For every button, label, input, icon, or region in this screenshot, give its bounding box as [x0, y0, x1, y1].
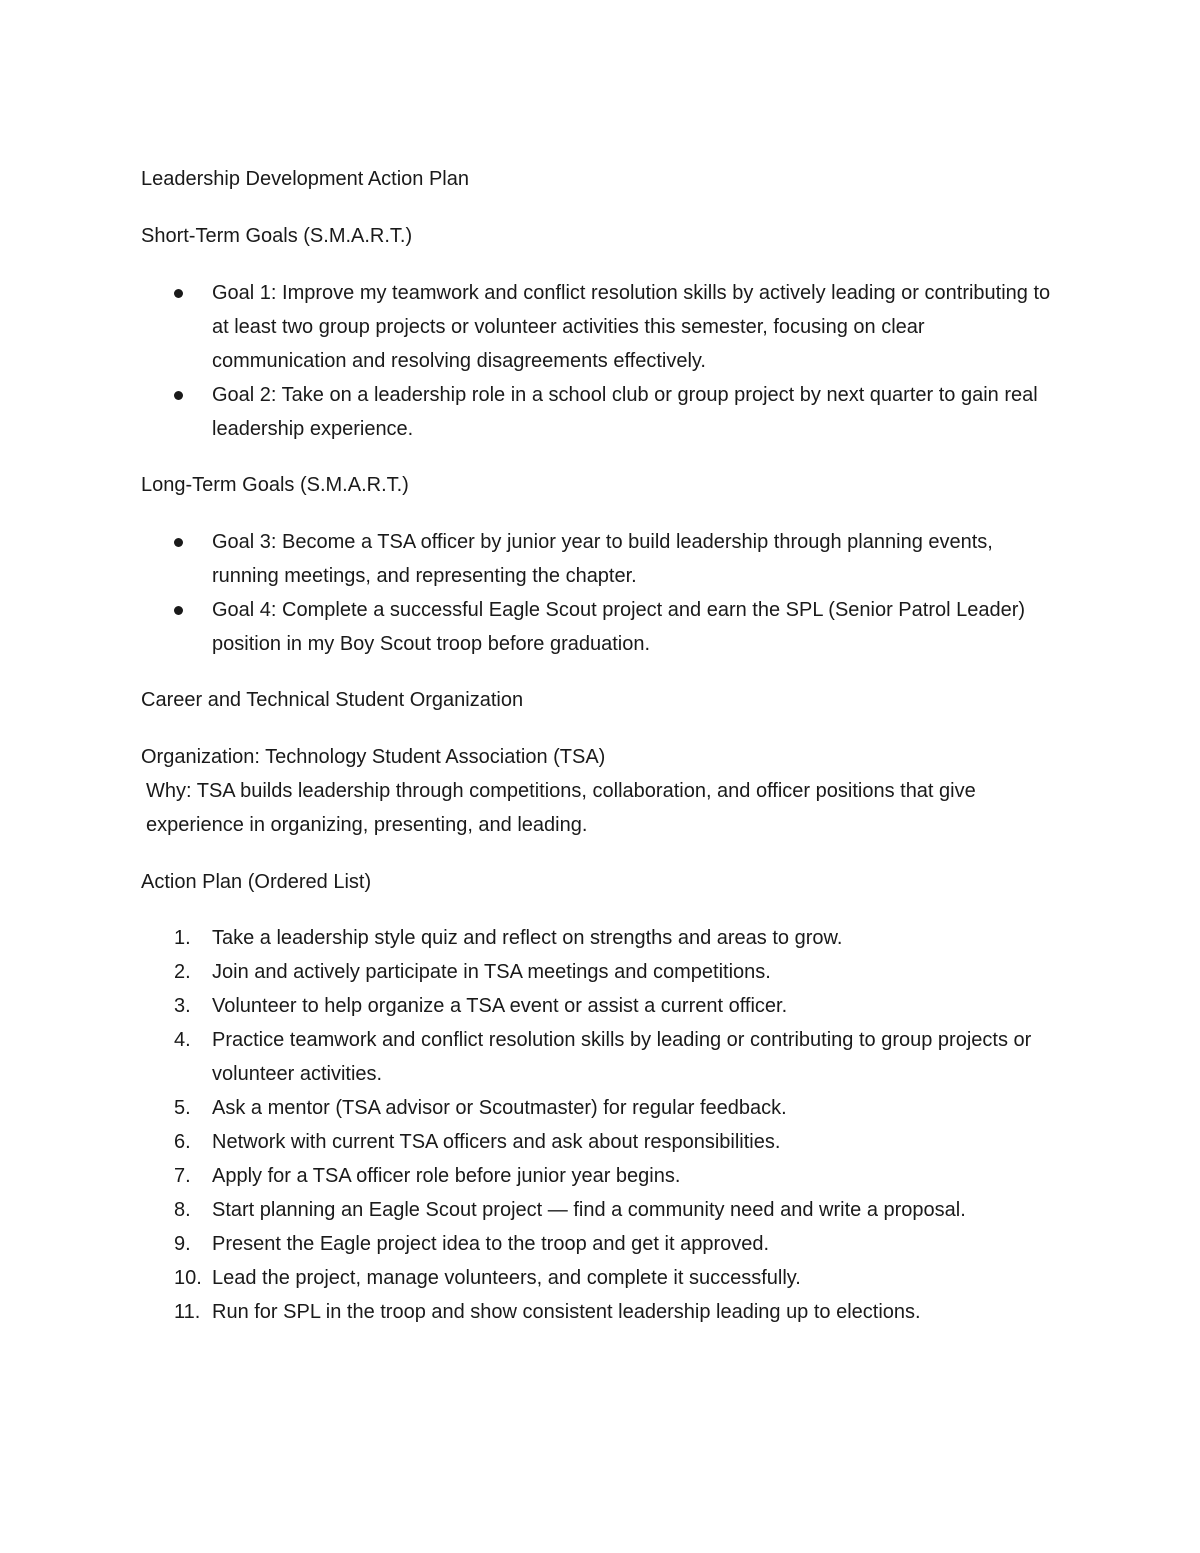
list-item	[141, 1295, 1061, 1329]
list-item	[141, 1159, 1061, 1193]
why-paragraph: Why: TSA builds leadership through competitions, collaboration, and officer positions that give experience in organizing, presenting, and leading.	[146, 780, 976, 836]
step-number: 4.	[174, 1029, 191, 1051]
list-item	[141, 1193, 1061, 1227]
step-number: 6.	[174, 1131, 191, 1153]
list-item	[141, 276, 1061, 378]
goal-text: Goal 2: Take on a leadership role in a school club or group project by next quarter to gain real leadership experience.	[212, 384, 1038, 440]
list-item	[141, 1227, 1061, 1261]
short-term-goals-heading: Short-Term Goals (S.M.A.R.T.)	[141, 225, 413, 247]
step-text: Start planning an Eagle Scout project — find a community need and write a proposal.	[212, 1199, 966, 1221]
step-number: 10.	[174, 1267, 202, 1289]
bullet-icon	[174, 289, 183, 298]
long-term-goals-list	[141, 525, 1061, 661]
organization-line: Organization: Technology Student Association (TSA)	[141, 746, 606, 768]
step-text: Lead the project, manage volunteers, and complete it successfully.	[212, 1267, 801, 1289]
step-number: 5.	[174, 1097, 191, 1119]
ctso-heading: Career and Technical Student Organization	[141, 689, 524, 711]
step-number: 3.	[174, 995, 191, 1017]
long-term-goals-heading: Long-Term Goals (S.M.A.R.T.)	[141, 474, 409, 496]
short-term-goals-list	[141, 276, 1061, 446]
action-plan-list	[141, 921, 1061, 1329]
step-text: Present the Eagle project idea to the troop and get it approved.	[212, 1233, 770, 1255]
list-item	[141, 1125, 1061, 1159]
step-text: Take a leadership style quiz and reflect on strengths and areas to grow.	[212, 927, 843, 949]
step-text: Volunteer to help organize a TSA event or assist a current officer.	[212, 995, 788, 1017]
list-item	[141, 525, 1061, 593]
step-number: 1.	[174, 927, 191, 949]
document-title: Leadership Development Action Plan	[141, 168, 469, 190]
list-item	[141, 921, 1061, 955]
goal-text: Goal 1: Improve my teamwork and conflict resolution skills by actively leading or contributing to at least two group projects or volunteer activities this semester, focusing on clear communication and resolving disagreements effectively.	[212, 282, 1051, 372]
step-text: Network with current TSA officers and ask about responsibilities.	[212, 1131, 781, 1153]
step-number: 9.	[174, 1233, 191, 1255]
step-number: 11.	[174, 1301, 201, 1323]
step-number: 2.	[174, 961, 191, 983]
step-text: Ask a mentor (TSA advisor or Scoutmaster) for regular feedback.	[212, 1097, 787, 1119]
list-item	[141, 1261, 1061, 1295]
step-number: 7.	[174, 1165, 191, 1187]
goal-text: Goal 3: Become a TSA officer by junior year to build leadership through planning events, running meetings, and representing the chapter.	[212, 531, 993, 587]
list-item	[141, 593, 1061, 661]
list-item	[141, 989, 1061, 1023]
step-number: 8.	[174, 1199, 191, 1221]
list-item	[141, 1023, 1061, 1091]
step-text: Apply for a TSA officer role before junior year begins.	[212, 1165, 681, 1187]
list-item	[141, 1091, 1061, 1125]
bullet-icon	[174, 538, 183, 547]
document-page	[141, 162, 1061, 1329]
step-text: Run for SPL in the troop and show consistent leadership leading up to elections.	[212, 1301, 921, 1323]
goal-text: Goal 4: Complete a successful Eagle Scout project and earn the SPL (Senior Patrol Leader) position in my Boy Scout troop before graduation.	[212, 599, 1026, 655]
bullet-icon	[174, 606, 183, 615]
list-item	[141, 378, 1061, 446]
step-text: Practice teamwork and conflict resolution skills by leading or contributing to group projects or volunteer activities.	[212, 1029, 1032, 1085]
step-text: Join and actively participate in TSA meetings and competitions.	[212, 961, 771, 983]
action-plan-heading: Action Plan (Ordered List)	[141, 871, 372, 893]
bullet-icon	[174, 391, 183, 400]
list-item	[141, 955, 1061, 989]
